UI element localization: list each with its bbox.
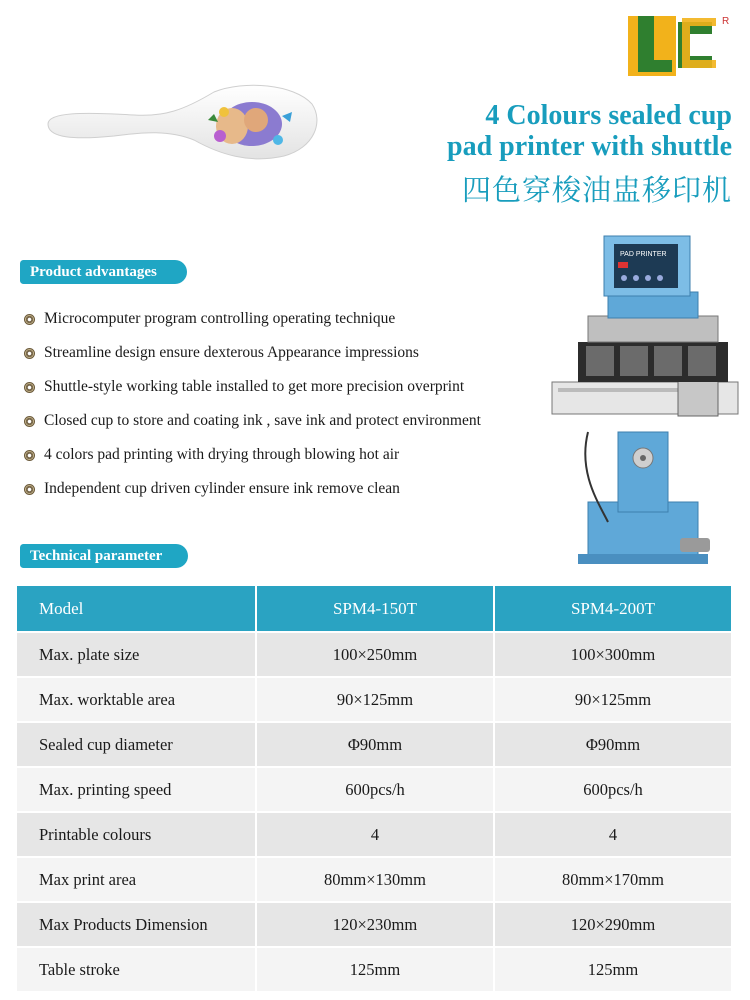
bullet-icon <box>24 450 35 461</box>
table-row: Max Products Dimension 120×230mm 120×290mm <box>17 902 732 947</box>
registered-mark: R <box>722 16 730 27</box>
page-title-chinese: 四色穿梭油盅移印机 <box>461 173 732 207</box>
bullet-icon <box>24 348 35 359</box>
list-item: Shuttle-style working table installed to get more precision overprint <box>24 370 481 404</box>
header-model: Model <box>17 586 256 632</box>
header-spm4-150t: SPM4-150T <box>256 586 494 632</box>
title-line-1: 4 Colours sealed cup <box>485 100 732 131</box>
title-line-2: pad printer with shuttle <box>447 131 732 162</box>
table-row: Max print area 80mm×130mm 80mm×170mm <box>17 857 732 902</box>
bullet-icon <box>24 484 35 495</box>
table-row: Max. worktable area 90×125mm 90×125mm <box>17 677 732 722</box>
section-label-advantages: Product advantages <box>20 260 187 284</box>
table-row: Max. plate size 100×250mm 100×300mm <box>17 632 732 677</box>
pad-printer-machine-image <box>548 232 748 572</box>
page-title <box>447 100 732 162</box>
bullet-icon <box>24 416 35 427</box>
header-spm4-200t: SPM4-200T <box>494 586 732 632</box>
company-logo <box>628 14 718 80</box>
machine-panel-label: PAD PRINTER <box>620 251 667 258</box>
spec-table <box>17 586 733 993</box>
table-row: Printable colours 4 4 <box>17 812 732 857</box>
table-row: Table stroke 125mm 125mm <box>17 947 732 992</box>
bullet-icon <box>24 314 35 325</box>
table-row: Max. printing speed 600pcs/h 600pcs/h <box>17 767 732 812</box>
product-image-spoon <box>44 82 320 162</box>
list-item: 4 colors pad printing with drying through blowing hot air <box>24 438 481 472</box>
section-label-technical: Technical parameter <box>20 544 188 568</box>
list-item: Streamline design ensure dexterous Appearance impressions <box>24 336 481 370</box>
table-row: Sealed cup diameter Φ90mm Φ90mm <box>17 722 732 767</box>
advantages-list <box>24 302 481 506</box>
list-item: Independent cup driven cylinder ensure ink remove clean <box>24 472 481 506</box>
list-item: Closed cup to store and coating ink , save ink and protect environment <box>24 404 481 438</box>
bullet-icon <box>24 382 35 393</box>
list-item: Microcomputer program controlling operating technique <box>24 302 481 336</box>
table-header-row <box>17 586 732 632</box>
